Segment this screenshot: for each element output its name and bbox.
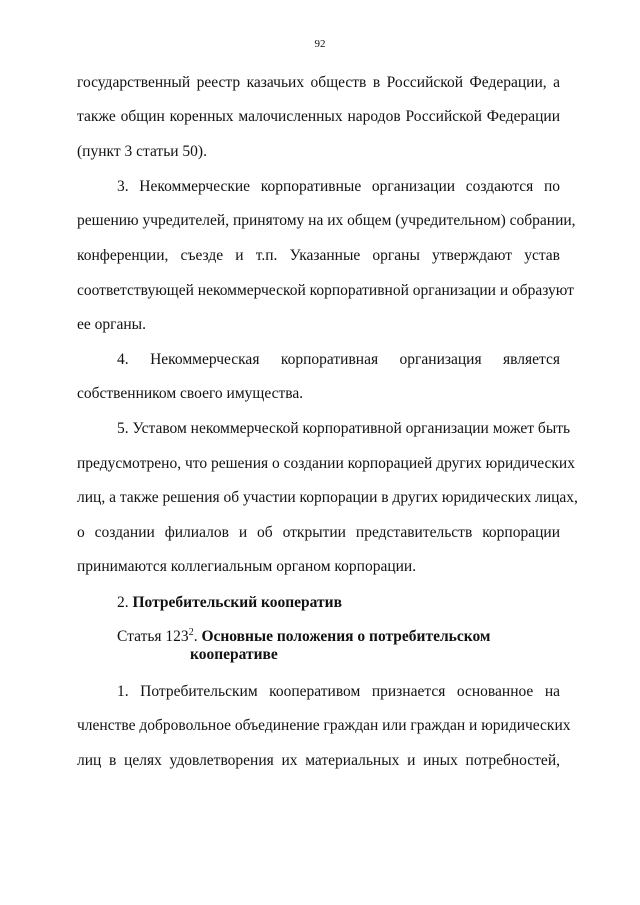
text-line: 5. Уставом некоммерческой корпоративной организации может быть [117,420,571,437]
text-line: 3. Некоммерческие корпоративные организации создаются по [117,178,560,195]
text-line: принимаются коллегиальным органом корпорации. [77,558,417,575]
text-line: государственный реестр казачьих обществ в Российской Федерации, а [77,74,560,91]
text-line: 1. Потребительским кооперативом признается основанное на [117,683,560,700]
text-line: решению учредителей, принятому на их общем (учредительном) собрании, [77,212,576,229]
text-line: 4. Некоммерческая корпоративная организация является [117,351,560,368]
text-line: лиц в целях удовлетворения их материальных и иных потребностей, [77,752,560,769]
section-title: Потребительский кооператив [132,594,342,611]
text-line: о создании филиалов и об открытии представительств корпорации [77,524,560,541]
text-line: также общин коренных малочисленных народов Российской Федерации [77,108,560,125]
text-line: ее органы. [77,316,146,333]
text-line: конференции, съезде и т.п. Указанные органы утверждают устав [77,247,560,264]
text-line: предусмотрено, что решения о создании корпорацией других юридических [77,455,575,472]
section-heading [117,593,560,613]
section-number: 2. [117,594,129,611]
article-title-line2: кооперативе [190,646,278,663]
article-heading [117,627,577,647]
article-superscript: 2 [188,627,194,638]
text-line: лиц, а также решения об участии корпорации в других юридических лицах, [77,489,578,506]
article-dot: . [193,628,198,645]
text-line: соответствующей некоммерческой корпоративной организации и образуют [77,282,574,299]
page-number: 92 [314,38,326,50]
article-label: Статья 123 [117,628,189,645]
text-line: (пункт 3 статьи 50). [77,143,207,160]
text-line: собственником своего имущества. [77,385,304,402]
text-line: членстве добровольное объединение граждан или граждан и юридических [77,717,571,734]
article-title-line1: Основные положения о потребительском [201,628,491,645]
